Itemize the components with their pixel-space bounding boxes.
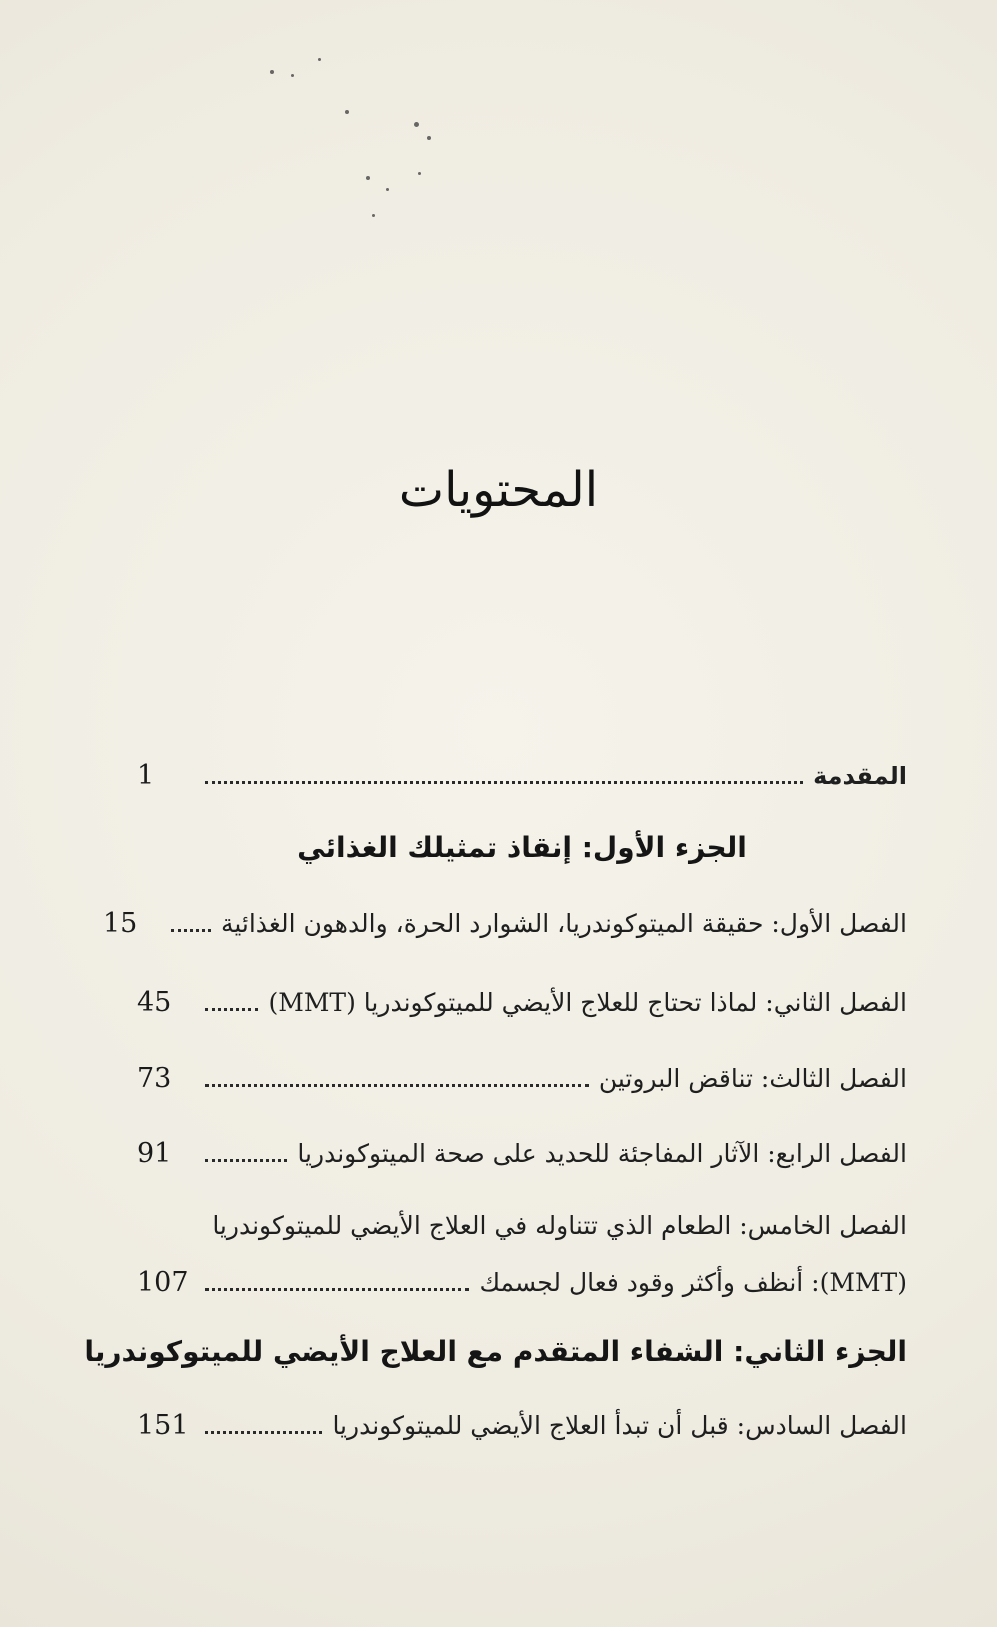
toc-entry-chapter-3[interactable] — [137, 1051, 907, 1095]
leader-dots — [205, 1288, 469, 1291]
toc-entry-label: الفصل الأول: حقيقة الميتوكوندريا، الشوارد الحرة، والدهون الغذائية — [220, 909, 907, 938]
toc-entry-chapter-1[interactable] — [102, 896, 907, 940]
toc-entry-chapter-2[interactable] — [137, 975, 907, 1019]
toc-entry-label-continued: (MMT): أنظف وأكثر وقود فعال لجسمك — [479, 1268, 907, 1297]
leader-dots — [205, 1159, 287, 1162]
toc-entry-label: الفصل الرابع: الآثار المفاجئة للحديد على صحة الميتوكوندريا — [297, 1139, 907, 1168]
toc-page-number: 1 — [137, 760, 155, 791]
part-one-heading: الجزء الأول: إنقاذ تمثيلك الغذائي — [297, 831, 747, 864]
toc-entry-chapter-5-line-2[interactable] — [137, 1255, 907, 1299]
leader-dots — [205, 1008, 258, 1011]
toc-entry-chapter-6[interactable] — [137, 1398, 907, 1442]
toc-page-number: 151 — [137, 1410, 189, 1441]
toc-entry-label: الفصل الخامس: الطعام الذي تتناوله في العلاج الأيضي للميتوكوندريا — [212, 1211, 907, 1240]
toc-entry-label: المقدمة — [813, 762, 907, 790]
toc-entry-chapter-4[interactable] — [137, 1126, 907, 1170]
leader-dots — [205, 1431, 322, 1434]
toc-entry-label: الفصل الثاني: لماذا تحتاج للعلاج الأيضي للميتوكوندريا (MMT) — [268, 988, 907, 1017]
page-title: المحتويات — [398, 462, 599, 518]
leader-dots — [205, 781, 803, 784]
part-two-heading: الجزء الثاني: الشفاء المتقدم مع العلاج الأيضي للميتوكوندريا — [84, 1335, 907, 1368]
leader-dots — [205, 1084, 589, 1087]
toc-page-number: 15 — [102, 908, 138, 939]
toc-page-number: 45 — [137, 987, 172, 1018]
toc-page-number: 73 — [137, 1063, 172, 1094]
toc-entry-label: الفصل السادس: قبل أن تبدأ العلاج الأيضي للميتوكوندريا — [332, 1411, 907, 1440]
leader-dots — [171, 929, 211, 932]
toc-entry-label: الفصل الثالث: تناقض البروتين — [598, 1064, 907, 1093]
toc-page-number: 91 — [137, 1138, 172, 1169]
toc-entry-introduction[interactable] — [137, 748, 907, 792]
toc-page-number: 107 — [137, 1267, 189, 1298]
toc-entry-chapter-5-line-1[interactable] — [137, 1198, 907, 1242]
